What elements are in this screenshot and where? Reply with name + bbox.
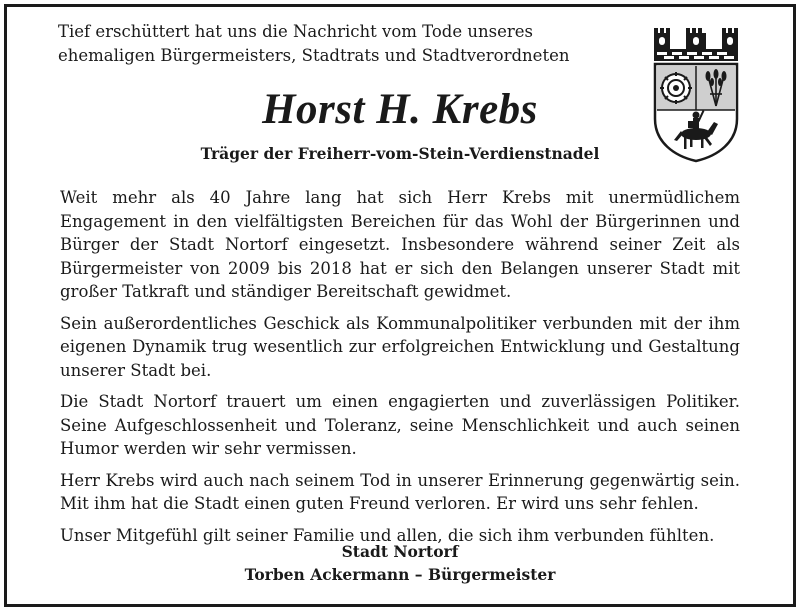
- intro-text: Tief erschüttert hat uns die Nachricht vom Tode unseres ehemaligen Bürgermeisters, Stadtrats und Stadtverordneten: [58, 22, 570, 65]
- signature-organization: Stadt Nortorf: [341, 542, 459, 561]
- deceased-name: Horst H. Krebs: [262, 86, 538, 133]
- honor-subtitle: Träger der Freiherr-vom-Stein-Verdienstnadel: [200, 144, 600, 163]
- obituary-body: [60, 186, 740, 555]
- signature-block: [0, 540, 800, 586]
- city-coat-of-arms-icon: [652, 24, 740, 164]
- paragraph: Sein außerordentliches Geschick als Kommunalpolitiker verbunden mit der ihm eigenen Dynamik trug wesentlich zur erfolgreichen Entwicklung und Gestaltung unserer Stadt bei.: [60, 313, 740, 380]
- paragraph: Weit mehr als 40 Jahre lang hat sich Herr Krebs mit unermüdlichem Engagement in den vielfältigsten Bereichen für das Wohl der Bürgerinnen und Bürger der Stadt Nortorf eingesetzt. Insbesondere während seiner Zeit als Bürgermeister von 2009 bis 2018 hat er sich den Belangen unserer Stadt mit großer Tatkraft und ständiger Bereitschaft gewidmet.: [60, 188, 740, 301]
- paragraph: Herr Krebs wird auch nach seinem Tod in unserer Erinnerung gegenwärtig sein. Mit ihm hat die Stadt einen guten Freund verloren. Er wird uns sehr fehlen.: [60, 470, 740, 513]
- paragraph: Die Stadt Nortorf trauert um einen engagierten und zuverlässigen Politiker. Seine Aufgeschlossenheit und Toleranz, seine Menschlichkeit und auch seinen Humor werden wir sehr vermissen.: [60, 392, 740, 458]
- paragraph: Unser Mitgefühl gilt seiner Familie und allen, die sich ihm verbunden fühlten.: [60, 525, 715, 545]
- signature-person: Torben Ackermann – Bürgermeister: [244, 565, 556, 584]
